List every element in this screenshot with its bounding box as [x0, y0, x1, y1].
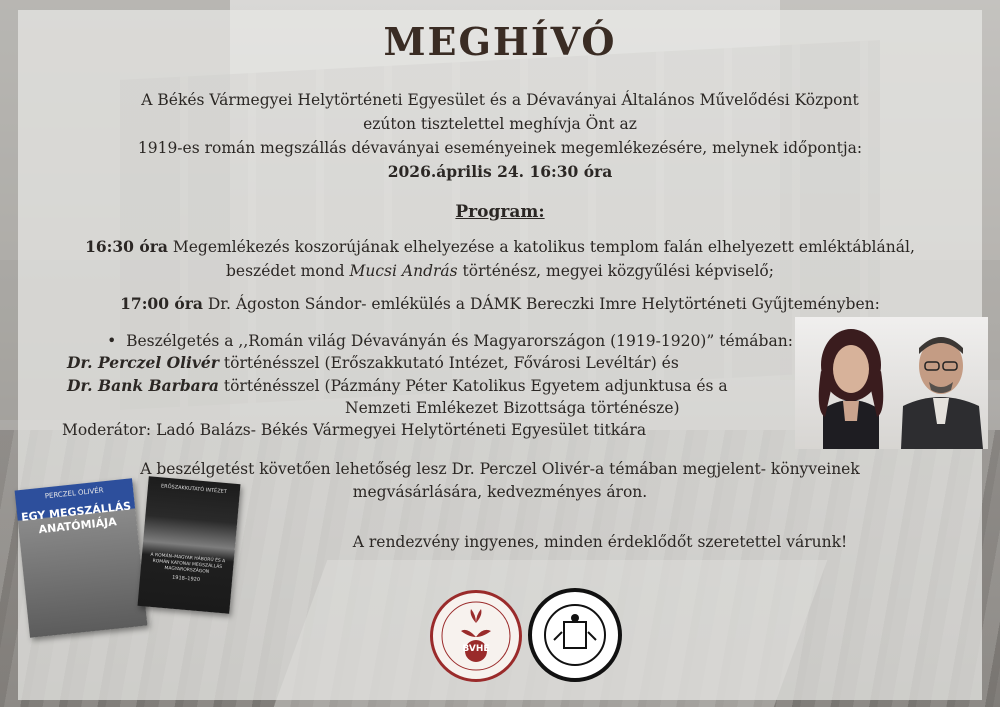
closing-line: A rendezvény ingyenes, minden érdeklődőt szeretettel várunk!	[352, 533, 848, 551]
woman-portrait	[803, 321, 899, 449]
discussion-title: Beszélgetés a ,,Román világ Dévaványán és Magyarországon (1919-1920)” témában:	[126, 332, 793, 350]
intro-line-1: A Békés Vármegyei Helytörténeti Egyesület és a Dévaványai Általános Művelődési Központ	[141, 91, 859, 109]
after-line-1: A beszélgetést követően lehetőség lesz Dr. Perczel Olivér-a témában megjelent- könyveinek	[140, 460, 860, 478]
item1-time: 16:30 óra	[85, 237, 168, 256]
book2-title: A ROMÁN–MAGYAR HÁBORÚ ÉS A ROMÁN KATONAI MEGSZÁLLÁS MAGYARORSZÁGON	[150, 552, 226, 575]
bvhe-logo	[430, 590, 522, 682]
book1-author: PERCZEL OLIVÉR	[44, 486, 104, 501]
guest-2	[67, 375, 797, 397]
book1-title: EGY MEGSZÁLLÁS ANATÓMIÁJA	[20, 499, 132, 537]
damk-logo	[528, 588, 622, 682]
guest1-name: Dr. Perczel Olivér	[67, 353, 219, 372]
guest1-desc: történésszel (Erőszakkutató Intézet, Fővárosi Levéltár) és	[218, 354, 679, 372]
discussion-bullet: • Beszélgetés a ,,Román világ Dévaványán és Magyarországon (1919-1920)” témában:	[107, 332, 793, 350]
guest-1	[67, 352, 787, 374]
program-heading: Program:	[455, 202, 545, 222]
item2-time: 17:00 óra	[120, 294, 203, 313]
guest2-desc: történésszel (Pázmány Péter Katolikus Egyetem adjunktusa és a	[218, 377, 728, 395]
intro-line-3: 1919-es román megszállás dévaványai eseményeinek megemlékezésére, melynek időpontja:	[137, 139, 863, 157]
program-item-1-speaker	[0, 260, 1000, 282]
item1-speaker-name: Mucsi András	[349, 262, 458, 280]
book2-years: 1918–1920	[171, 574, 201, 584]
guest2-name: Dr. Bank Barbara	[67, 376, 219, 395]
speakers-photo	[795, 317, 988, 449]
program-item-2	[0, 293, 1000, 315]
book2-publisher: ERŐSZAKKUTATÓ INTÉZET	[160, 483, 228, 496]
man-portrait	[893, 324, 988, 449]
page-title: MEGHÍVÓ	[383, 19, 617, 64]
item2-text: Dr. Ágoston Sándor- emlékülés a DÁMK Bereczki Imre Helytörténeti Gyűjteményben:	[202, 295, 880, 313]
item1-speaker-prefix: beszédet mond	[226, 262, 350, 280]
bvhe-monogram: BVHE	[462, 644, 490, 654]
item1-text: Megemlékezés koszorújának elhelyezése a katolikus templom falán elhelyezett emléktáblánál,	[167, 238, 915, 256]
event-datetime: 2026.április 24. 16:30 óra	[387, 162, 613, 181]
after-line-2: megvásárlására, kedvezményes áron.	[352, 483, 648, 501]
intro-line-2: ezúton tisztelettel meghívja Önt az	[363, 115, 637, 133]
item1-speaker-suffix: történész, megyei közgyűlési képviselő;	[457, 262, 774, 280]
guest-2-desc-cont: Nemzeti Emlékezet Bizottsága történésze)	[345, 399, 680, 417]
moderator: Moderátor: Ladó Balázs- Békés Vármegyei Helytörténeti Egyesület titkára	[62, 421, 647, 439]
program-item-1	[0, 236, 1000, 258]
